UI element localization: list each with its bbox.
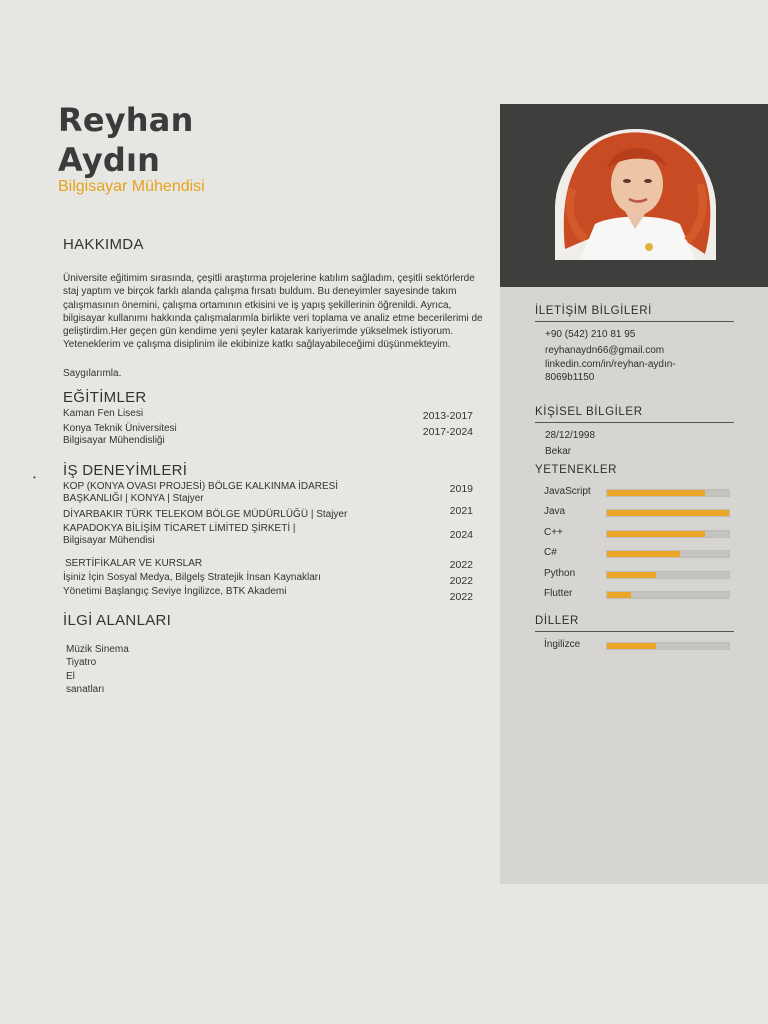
language-name: İngilizce (544, 639, 581, 650)
experience-title: KAPADOKYA BİLİŞİM TİCARET LİMİTED ŞİRKETİ | Bilgisayar Mühendisi (63, 523, 296, 546)
linkedin-line: linkedin.com/in/reyhan-aydın- (545, 359, 676, 370)
experience-item (63, 505, 473, 521)
skill-bar-fill (607, 572, 656, 578)
experience-heading: İŞ DENEYİMLERİ (63, 462, 188, 479)
hobby-line: sanatları (66, 684, 105, 696)
skill-row (544, 547, 734, 561)
hobbies-heading: İLGİ ALANLARI (63, 612, 172, 629)
about-heading: HAKKIMDA (63, 236, 144, 253)
skill-name: Java (544, 506, 566, 517)
education-years: 2013-2017 (422, 410, 473, 422)
birth-date: 28/12/1998 (545, 430, 596, 441)
phone-text: +90 (542) 210 81 95 (545, 329, 636, 340)
contact-heading: İLETİŞİM BİLGİLERİ (535, 305, 734, 322)
skill-row (544, 527, 734, 541)
profile-photo-illustration (555, 129, 716, 260)
linkedin-line: 8069b1150 (545, 372, 595, 383)
skill-row (544, 568, 734, 582)
education-item (63, 408, 473, 420)
skill-bar-fill (607, 551, 680, 557)
job-title: Bilgisayar Mühendisi (58, 178, 205, 195)
certificates-header-row (63, 558, 473, 570)
skill-row (544, 588, 734, 602)
education-title: Konya Teknik Üniversitesi Bilgisayar Mühendisliği (63, 423, 177, 446)
candidate-name (58, 100, 194, 180)
skill-bar-fill (607, 510, 729, 516)
skill-row (544, 486, 734, 500)
personal-heading: KİŞİSEL BİLGİLER (535, 406, 734, 423)
sidebar (500, 104, 768, 884)
hobby-line: Müzik Sinema (66, 644, 129, 655)
skill-name: Flutter (544, 588, 573, 599)
education-title: Kaman Fen Lisesi (63, 408, 144, 419)
bullet-mark: • (33, 473, 36, 482)
skill-bar-fill (607, 490, 705, 496)
skill-name: Python (544, 568, 576, 579)
hobby-line: El (66, 670, 75, 682)
experience-item (63, 481, 473, 505)
certificate-item (63, 572, 473, 587)
last-name: Aydın (58, 141, 161, 179)
about-closing: Saygılarımla. (63, 368, 122, 379)
skills-heading: YETENEKLER (535, 464, 618, 476)
skill-name: C++ (544, 527, 563, 538)
language-row (544, 639, 734, 653)
skill-bar (606, 509, 730, 517)
email-link[interactable]: reyhanaydn66@gmail.com (545, 344, 665, 356)
contact-info (545, 327, 676, 384)
about-text: Üniversite eğitimim sırasında, çeşitli araştırma projelerine katılım sağladım, çeşitli sektörlerde staj yaptım ve birçok farklı alanda çalışma fırsatı buldum. Bu deneyimler sayesinde takım çalışmasının önemini, çalışma ortamının etkisini ve iş yapış şekillerinin öğrenildi. Ayrıca, bilgisayar kullanımı hakkında çalışmalarımla birlikte veri toplama ve analiz etme becerilerimi de geliştirdim.Her geçen gün kendime yeni şeyler katarak kariyerimde yükselmek istiyorum. Yeteneklerim ve çalışma disiplinim ile ekibinize katkı sağlayabileceğimi düşünmekteyim. (63, 273, 483, 351)
sidebar-photo-panel (500, 104, 768, 287)
linkedin-link[interactable] (545, 358, 676, 384)
first-name: Reyhan (58, 101, 194, 139)
skill-row (544, 506, 734, 520)
personal-info (545, 428, 595, 459)
experience-year: 2021 (449, 505, 473, 517)
languages-heading: DİLLER (535, 615, 734, 632)
skill-name: JavaScript (544, 486, 591, 497)
skill-bar (606, 530, 730, 538)
education-heading: EĞİTİMLER (63, 389, 147, 406)
certificate-title: Yönetimi Başlangıç Seviye İngilizce, BTK Akademi (63, 586, 287, 597)
experience-item (63, 523, 473, 547)
experience-title: KOP (KONYA OVASI PROJESİ) BÖLGE KALKINMA İDARESİ BAŞKANLIĞI | KONYA | Stajyer (63, 481, 339, 504)
skill-bar (606, 489, 730, 497)
experience-year: 2024 (449, 529, 473, 541)
skill-bar (606, 571, 730, 579)
education-years: 2017-2024 (422, 426, 473, 438)
language-bar (606, 642, 730, 650)
skill-bar (606, 591, 730, 599)
education-item (63, 423, 473, 447)
skill-bar (606, 550, 730, 558)
hobby-line: Tiyatro (66, 657, 97, 669)
skill-name: C# (544, 547, 557, 558)
certificate-item (63, 586, 473, 603)
marital-status: Bekar (545, 445, 572, 457)
skill-bar-fill (607, 531, 705, 537)
hobbies-list (66, 643, 129, 697)
skill-bar-fill (607, 592, 631, 598)
experience-year: 2019 (449, 483, 473, 495)
profile-photo (555, 129, 716, 260)
certificate-year: 2022 (449, 575, 473, 587)
certificate-title: İşiniz İçin Sosyal Medya, Bilgelş Stratejik İnsan Kaynakları (63, 572, 321, 583)
experience-title: DİYARBAKIR TÜRK TELEKOM BÖLGE MÜDÜRLÜĞÜ | Stajyer (63, 509, 348, 520)
certificates-heading: SERTİFİKALAR VE KURSLAR (65, 558, 203, 569)
certificates-heading-year: 2022 (449, 559, 473, 571)
certificate-year: 2022 (449, 591, 473, 603)
language-bar-fill (607, 643, 656, 649)
